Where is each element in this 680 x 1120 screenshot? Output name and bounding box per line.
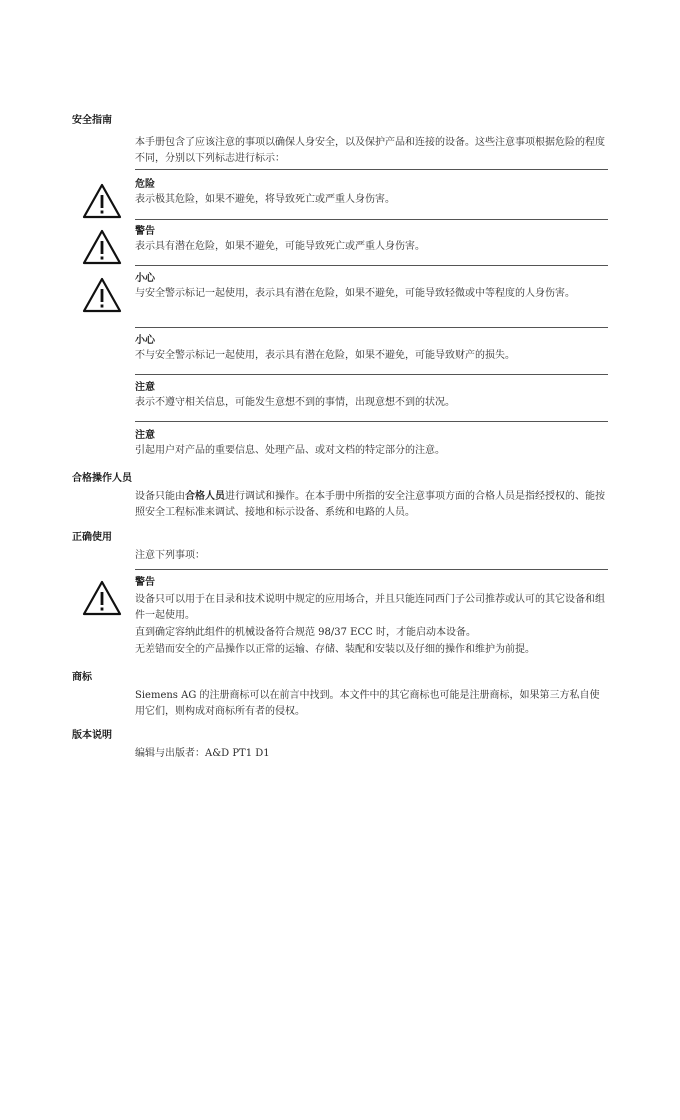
divider <box>135 374 608 375</box>
divider <box>135 327 608 328</box>
notice-label-warning: 警告 <box>135 226 155 237</box>
notice-label-caution-property: 小心 <box>135 335 155 346</box>
heading-qualified-personnel: 合格操作人员 <box>72 473 132 484</box>
notice-text-note: 引起用户对产品的重要信息、处理产品、或对文档的特定部分的注意。 <box>135 445 445 456</box>
heading-correct-use: 正确使用 <box>72 532 112 543</box>
divider <box>135 421 608 422</box>
heading-trademark: 商标 <box>72 672 92 683</box>
correct-use-intro: 注意下列事项： <box>135 550 205 561</box>
qualified-text <box>135 489 608 521</box>
qualified-text-emphasis: 合格人员 <box>185 491 225 502</box>
notice-text-danger: 表示极其危险，如果不避免，将导致死亡或严重人身伤害。 <box>135 194 395 205</box>
heading-safety-guide: 安全指南 <box>72 115 112 126</box>
correct-use-label-warning: 警告 <box>135 577 155 588</box>
divider <box>135 569 608 570</box>
notice-text-caution: 与安全警示标记一起使用，表示具有潜在危险，如果不避免，可能导致轻微或中等程度的人身伤害。 <box>135 288 575 299</box>
notice-label-note: 注意 <box>135 430 155 441</box>
correct-use-text-3: 无差错而安全的产品操作以正常的运输、存储、装配和安装以及仔细的操作和维护为前提。 <box>135 644 535 655</box>
divider <box>135 169 608 170</box>
correct-use-text-1: 设备只可以用于在目录和技术说明中规定的应用场合，并且只能连同西门子公司推荐或认可的其它设备和组件一起使用。 <box>135 594 605 621</box>
qualified-text-post: 进行调试和操作。在本手册中所指的安全注意事项方面的合格人员是指经授权的、能按照安全工程标准来调试、接地和标示设备、系统和电路的人员。 <box>135 491 605 518</box>
edition-text: 编辑与出版者：A&D PT1 D1 <box>135 748 270 759</box>
qualified-text-pre: 设备只能由 <box>135 491 185 502</box>
notice-text-warning: 表示具有潜在危险，如果不避免，可能导致死亡或严重人身伤害。 <box>135 241 425 252</box>
safety-intro: 本手册包含了应该注意的事项以确保人身安全，以及保护产品和连接的设备。这些注意事项根据危险的程度不同，分别以下列标志进行标示： <box>135 137 605 164</box>
correct-use-text-2: 直到确定容纳此组件的机械设备符合规范 98/37 ECC 时，才能启动本设备。 <box>135 627 476 638</box>
notice-label-notice: 注意 <box>135 382 155 393</box>
notice-label-danger: 危险 <box>135 179 155 190</box>
warning-triangle-icon <box>82 229 122 265</box>
notice-label-caution: 小心 <box>135 273 155 284</box>
warning-triangle-icon <box>82 580 122 616</box>
divider <box>135 265 608 266</box>
trademark-text: Siemens AG 的注册商标可以在前言中找到。本文件中的其它商标也可能是注册商标，如果第三方私自使用它们，则构成对商标所有者的侵权。 <box>135 690 600 717</box>
divider <box>135 219 608 220</box>
heading-edition: 版本说明 <box>72 730 112 741</box>
warning-triangle-icon <box>82 183 122 219</box>
warning-triangle-icon <box>82 277 122 313</box>
notice-text-notice: 表示不遵守相关信息，可能发生意想不到的事情，出现意想不到的状况。 <box>135 397 455 408</box>
notice-text-caution-property: 不与安全警示标记一起使用，表示具有潜在危险，如果不避免，可能导致财产的损失。 <box>135 350 515 361</box>
